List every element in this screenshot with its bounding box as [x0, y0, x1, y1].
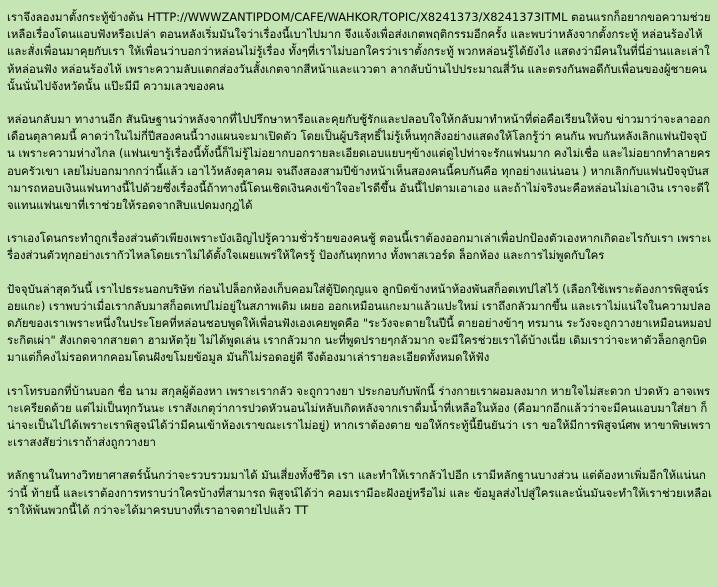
paragraph-3: เราเองโดนกระทำถูกเรื่องส่วนตัวเพียงเพราะบังเอิญไปรู้ความชั่วร้ายของคนชู้ ตอนนี้เราต้องออกมาเล่าเพื่อปกป้องตัวเองหากเกิดอะไรกับเรา เพราะเรื่องส่วนตัวทุกอย่างเรากัวไหลโดยเราไม่ได้ตั้งใจเผยแพร่ให้ใครรู้ ป้องกันทุกทาง ทั้งพาสเวอร์ด ล็อกห้อง และการไม่พูดกับใคร: [7, 231, 712, 263]
paragraph-5: เราโทรบอกที่บ้านบอก ชื่อ นาม สกุลผู้ต้องหา เพราะเรากลัว จะถูกวางยา ประกอบกับพักนี้ ร่างกายเราผอมลงมาก หายใจไม่สะดวก ปวดหัว อาจเพราะเครียดด้วย แต่ไม่เป็นทุกวันนะ เราสังเกตุว่าการปวดหัวนอนไม่หลับเกิดหลังจากเราดื่มน้ำที่เหลือในห้อง (คือมากอีกแล้วว่าจะมีคนแอบมาใส่ยา ก็น่าจะเป็นไปได้เพราะเราพิสูจน์ได้ว่ามีคนเข้าห้องเราขณะเราไม่อยู่) หากเราต้องตาย ขอให้กระทู้นี้ยืนยันว่า เรา ขอให้มีการพิสูจน์ศพ หาขาพิษเพราะเราสงสัยว่าเราถ้าส่งถูกวางยา: [7, 383, 711, 450]
paragraph-6: หลักฐานในทางวิทยาศาสตร์นั้นกว่าจะรวบรวมมาได้ มันเสี่ยงทั้งชีวิต เรา และทำให้เรากลัวไปอีก เรามีหลักฐานบางส่วน แต่ต้องหาเพิ่มอีกให้แน่นกว่านี้ ท้ายนี้ และเราต้องการทราบว่าใครบ้างที่สามารถ พิสูจน์ได้ว่า คอมเรามีอะฝังอยู่หรือไม่ และ ข้อมูลส่งไปสู่ใครและนั่นมันจะทำให้เราช่วยเหลือเราให้พ้นพวกนี้ได้ กว่าจะได้มาครบบางที่เราอาจตายไปแล้ว TT: [7, 468, 712, 517]
paragraph-1: เราจึงลองมาตั้งกระทู้ข้างต้น HTTP://WWWZANTIPDOM/CAFE/WAHKOR/TOPIC/X8241373/X8241373ITML ตอนแรกก็อยากขอความช่วยเหลือเรื่องโดนแอบฟังหรือเปล่า ตอนหลังเริ่มมันใจว่าเรื่องนี้เบาไปมาก จึงแจ้งเพื่อส่งเกตพฤติกรรมอีกครั้ง และพบว่าหลังจากตั้งกระทู้ หล่อนร้องไห้ และสั่งเพื่อนมาคุยกับเรา ให้เพื่อนว่าบอกว่าหล่อนไม่รู้เรื่อง ทั้งๆที่เราไม่บอกใครว่าเราตั้งกระทู้ พวกหล่อนรู้ได้ยังไง แสดงว่ามีคนในที่นี่อ่านและเล่าให้หล่อนฟัง หล่อนร้องไห้ เพราะความลับแตกส่องวันสั้งเกตจากสีหน้าและแววตา ลากลับบ้านไปประมาณสี่วัน และตรงกันพอดีกับเพื่อนของผู้ชายคนนั้นนั่นไปจังหวัดนั้น แป๊ะมีมี ความเลวของคน: [7, 10, 711, 93]
paragraph-4: ปัจจุบันล่าสุดวันนี้ เราไปธระนอกบริษัท ก่อนไปล็อกห้องเก็บคอมใส่ตู้ปิดกุญแจ ลูกบิดข้างหน้าห้องพันสก็อตเทปไสไว้ (เลือกใช้เพราะต้องการพิสูจน์รอยแกะ) เราพบว่าเมื่อเรากลับมาสก็อตเทปไม่อยู่ในสภาพเดิม เผยอ ออกเหมือนแกะมาแล้วแปะใหม่ เราถึงกลัวมากขึ้น และเราไม่แน่ใจในความปลอดภัยของเราเพราะหนึ่งในประโยคที่หล่อนชอบพูดให้เพื่อนฟังเองเคยพูดคือ "ระวังจะตายในปีนี้ ตายอย่างข้าๆ ทรมาน ระวังจะถูกวางยาเหมือนหมอประกิตเผ่า" สังเกตจากสายตา ฮามหัตวุ้ย ไม่ได้พูดเล่น เรากลัวมาก นะที่พูดปรายๆกลัวมาก จะมีใครช่วยเราได้บ้างเนี่ย เดิมเราว่าจะหาตัวล็อกลูกบิดมาแต่ก็คงไม่รอดหากคอมโดนฝังขโมยข้อมูล มันก็ไม่รอดอยู่ดี จึงต้องมาเล่ารายละเอียดทั้งหมดให้ฟัง: [7, 281, 712, 365]
paragraph-2: หล่อนกลับมา ทางานอีก สันนิษฐานว่าหลังจากที่ไปปรึกษาหารือและคุยกับชู้รักและปลอบใจให้กลับมาทำหน้าที่ต่อคือเรียนให้จบ ข่าวมาว่าจะลาออกเดือนตุลาคมนี้ คาดว่าในไม่กี่ปีสองคนนี้วางแผนจะมาเปิดตัว โดยเป็นผู้บริสุทธิ์ไม่รู้เห็นทุกสิ่งอย่างแสดงให้โลกรู้ว่า คนกัน พบกันหลังเลิกแฟนปัจจุบัน เพราะความห่างไกล (แฟนเขารู้เรื่องนี้ทั้งนี้ก็ไม่รู้ไม่อยากบอกรายละเอียดเอบแยบๆข้างแต่ดูไปท่าจะรักแฟนมาก คงไม่เชื่อ และไม่อยากทำลายครอบครัวเขา เลยไม่บอกมากกว่านี้แล้ว เอาไว้หลังตุลาคม จนถึงสองสามปีข้างหน้าเห็นสองคนนี้คบกันคือ ทุกอย่างแน่นอน ) หากเลิกกับแฟนปัจจุบันสามารถหอบเงินแฟนทางนี้ไปด้วยซึ่งเรื่องนี้ถ้าทางนี้โดนเชิดเงินคงเข้าใจอะไรดีขึ้น อันนี้ไปตามเอาเอง และถ้าไม่จริงนะคือหล่อนไม่เอาเงิน เราจะดีใจแทนแฟนเขาที่เราช่วยให้รอดจากสิบแปดมงกุฎได้: [7, 112, 711, 213]
